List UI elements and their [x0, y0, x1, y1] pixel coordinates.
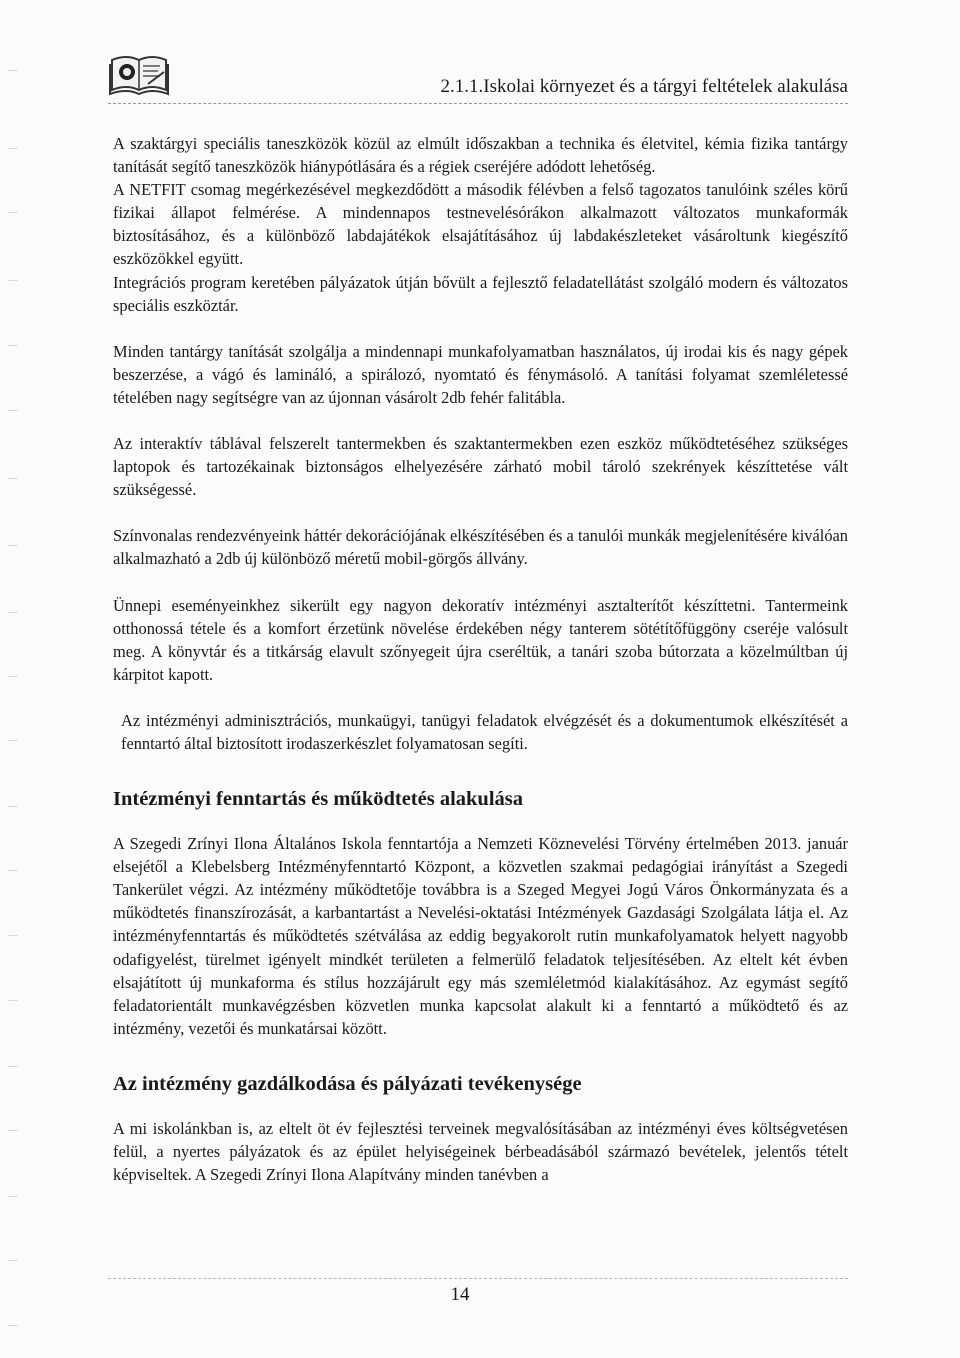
paragraph: A mi iskolánkban is, az eltelt öt év fejlesztési terveinek megvalósításában az intézményi éves költségvetésen felül, a nyertes pályázatok és az épület helyiségeinek bérbeadásából származó bevételek, jelentős tételt képviseltek. A Szegedi Zrínyi Ilona Alapítvány minden tanévben a: [113, 1118, 848, 1185]
paragraph: Az intézményi adminisztrációs, munkaügyi, tanügyi feladatok elvégzését és a dokumentumok elkészítését a fenntartó által biztosított irodaszerkészlet folyamatosan segíti.: [121, 710, 848, 753]
page-number: 14: [450, 1284, 470, 1305]
footer-divider: [108, 1278, 848, 1279]
paragraph: A szaktárgyi speciális taneszközök közül az elmúlt időszakban a technika és életvitel, kémia fizika tantárgy tanítását segítő taneszközök hiánypótlására és a régiek cseréjére adódott lehetőség.: [113, 134, 848, 177]
section-heading: Intézményi fenntartás és működtetés alakulása: [113, 788, 523, 811]
school-book-logo-icon: [108, 50, 170, 96]
paragraph: A NETFIT csomag megérkezésével megkezdődött a második félévben a felső tagozatos tanulóink széles körű fizikai állapot felmérése. A mindennapos testnevelésórákon alkalmazott változatos munkaformák biztosításához, és a különböző labdajátékok elsajátításához új labdakészleteket vásároltunk kiegészítő eszközökkel együtt.: [113, 180, 848, 269]
section-heading: Az intézmény gazdálkodása és pályázati tevékenysége: [113, 1072, 582, 1095]
scan-margin-marks: [0, 0, 30, 1358]
header-divider: [108, 103, 848, 104]
page-header: [108, 50, 848, 102]
paragraph: Az interaktív táblával felszerelt tantermekben és szaktantermekben ezen eszköz működtetéséhez szükséges laptopok és tartozékainak biztonságos elhelyezésére zárható mobil tároló szekrények készíttetése vált szükségessé.: [113, 434, 848, 500]
paragraph: A Szegedi Zrínyi Ilona Általános Iskola fenntartója a Nemzeti Köznevelési Törvény értelmében 2013. január elsejétől a Klebelsberg Intézményfenntartó Központ, a közvetlen szakmai pedagógiai irányítást a Szegedi Tankerület végzi. Az intézmény működtetője továbbra is a Szeged Megyei Jogú Város Önkormányzata és a működtetés finanszírozását, a karbantartást a Nevelési-oktatási Intézmények Gazdasági Szolgálata látja el. Az intézményfenntartás és működtetés szétválása az eddig begyakorolt rutin munkafolyamatok helyett nagyobb odafigyelést, türelmet igényelt mindkét területen a felmerülő feladatok teljesítésében. Az eltelt két évben elsajátított új munkaforma és stílus hozzájárult egy más szemléletmód kialakításához. Az egymást segítő feladatorientált munkavégzésben közvetlen munka kapcsolat alakult ki a fenntartó a működtető és az intézmény, vezetői és munkatársai között.: [113, 834, 848, 1038]
document-body: [113, 132, 848, 1186]
paragraph: Színvonalas rendezvényeink háttér dekorációjának elkészítésében és a tanulói munkák megjelenítésére kiválóan alkalmazható a 2db új különböző méretű mobil-görgős állvány.: [113, 526, 848, 569]
paragraph: Ünnepi eseményeinkhez sikerült egy nagyon dekoratív intézményi asztalterítőt készíttetni. Tantermeink otthonossá tétele és a komfort érzetünk növelése érdekében négy tanterem sötétítőfüggöny cseréje valósult meg. A könyvtár és a titkárság elavult szőnyegeit újra cseréltük, a tanári szoba bútorzata a közelmúltban új kárpitot kapott.: [113, 595, 848, 684]
paragraph: Minden tantárgy tanítását szolgálja a mindennapi munkafolyamatban használatos, új irodai kis és nagy gépek beszerzése, a vágó és lamináló, a spirálozó, nyomtató és fénymásoló. A tanítási folyamat szemléletessé tételében nagy segítségre van az újonnan vásárolt 2db fehér falitábla.: [113, 341, 848, 407]
paragraph: Integrációs program keretében pályázatok útján bővült a fejlesztő feladatellátást szolgáló modern és változatos speciális eszköztár.: [113, 272, 848, 315]
header-title: 2.1.1.Iskolai környezet és a tárgyi feltételek alakulása: [440, 76, 848, 97]
